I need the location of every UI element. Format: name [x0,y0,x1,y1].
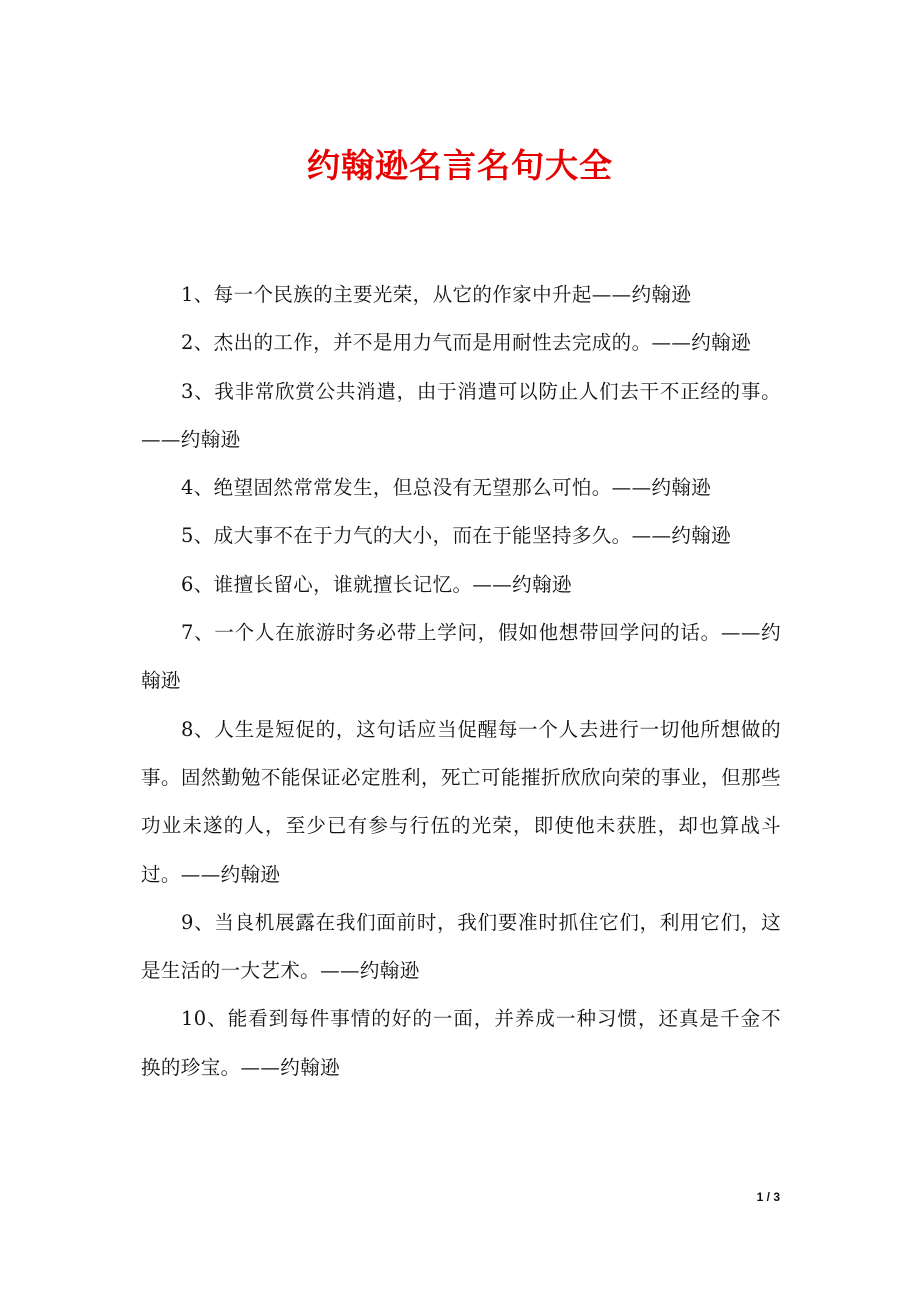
quote-item-6: 6、谁擅长留心，谁就擅长记忆。——约翰逊 [180,572,572,596]
quote-item-9: 9、当良机展露在我们面前时，我们要准时抓住它们，利用它们，这是生活的一大艺术。——约翰逊 [141,910,781,983]
quote-item-5: 5、成大事不在于力气的大小，而在于能坚持多久。——约翰逊 [180,524,732,548]
quote-item-4: 4、绝望固然常常发生，但总没有无望那么可怕。——约翰逊 [180,476,712,500]
quote-item-7: 7、一个人在旅游时务必带上学问，假如他想带回学问的话。——约翰逊 [141,621,781,693]
quote-item-3: 3、我非常欣赏公共消遣，由于消遣可以防止人们去干不正经的事。——约翰逊 [141,379,781,451]
quote-item-8: 8、人生是短促的，这句话应当促醒每一个人去进行一切他所想做的事。固然勤勉不能保证必定胜利，死亡可能摧折欣欣向荣的事业，但那些功业未遂的人，至少已有参与行伍的光荣，即使他未获胜，却也算战斗过。——约翰逊 [141,717,781,886]
document-title: 约翰逊名言名句大全 [307,146,613,185]
quotes-list [141,271,781,1092]
quote-item-2: 2、杰出的工作，并不是用力气而是用耐性去完成的。——约翰逊 [180,331,751,355]
quote-item-1: 1、每一个民族的主要光荣，从它的作家中升起——约翰逊 [180,283,692,306]
page-number: 1 / 3 [756,1190,780,1204]
quote-item-10: 10、能看到每件事情的好的一面，并养成一种习惯，还真是千金不换的珍宝。——约翰逊 [141,1007,781,1079]
